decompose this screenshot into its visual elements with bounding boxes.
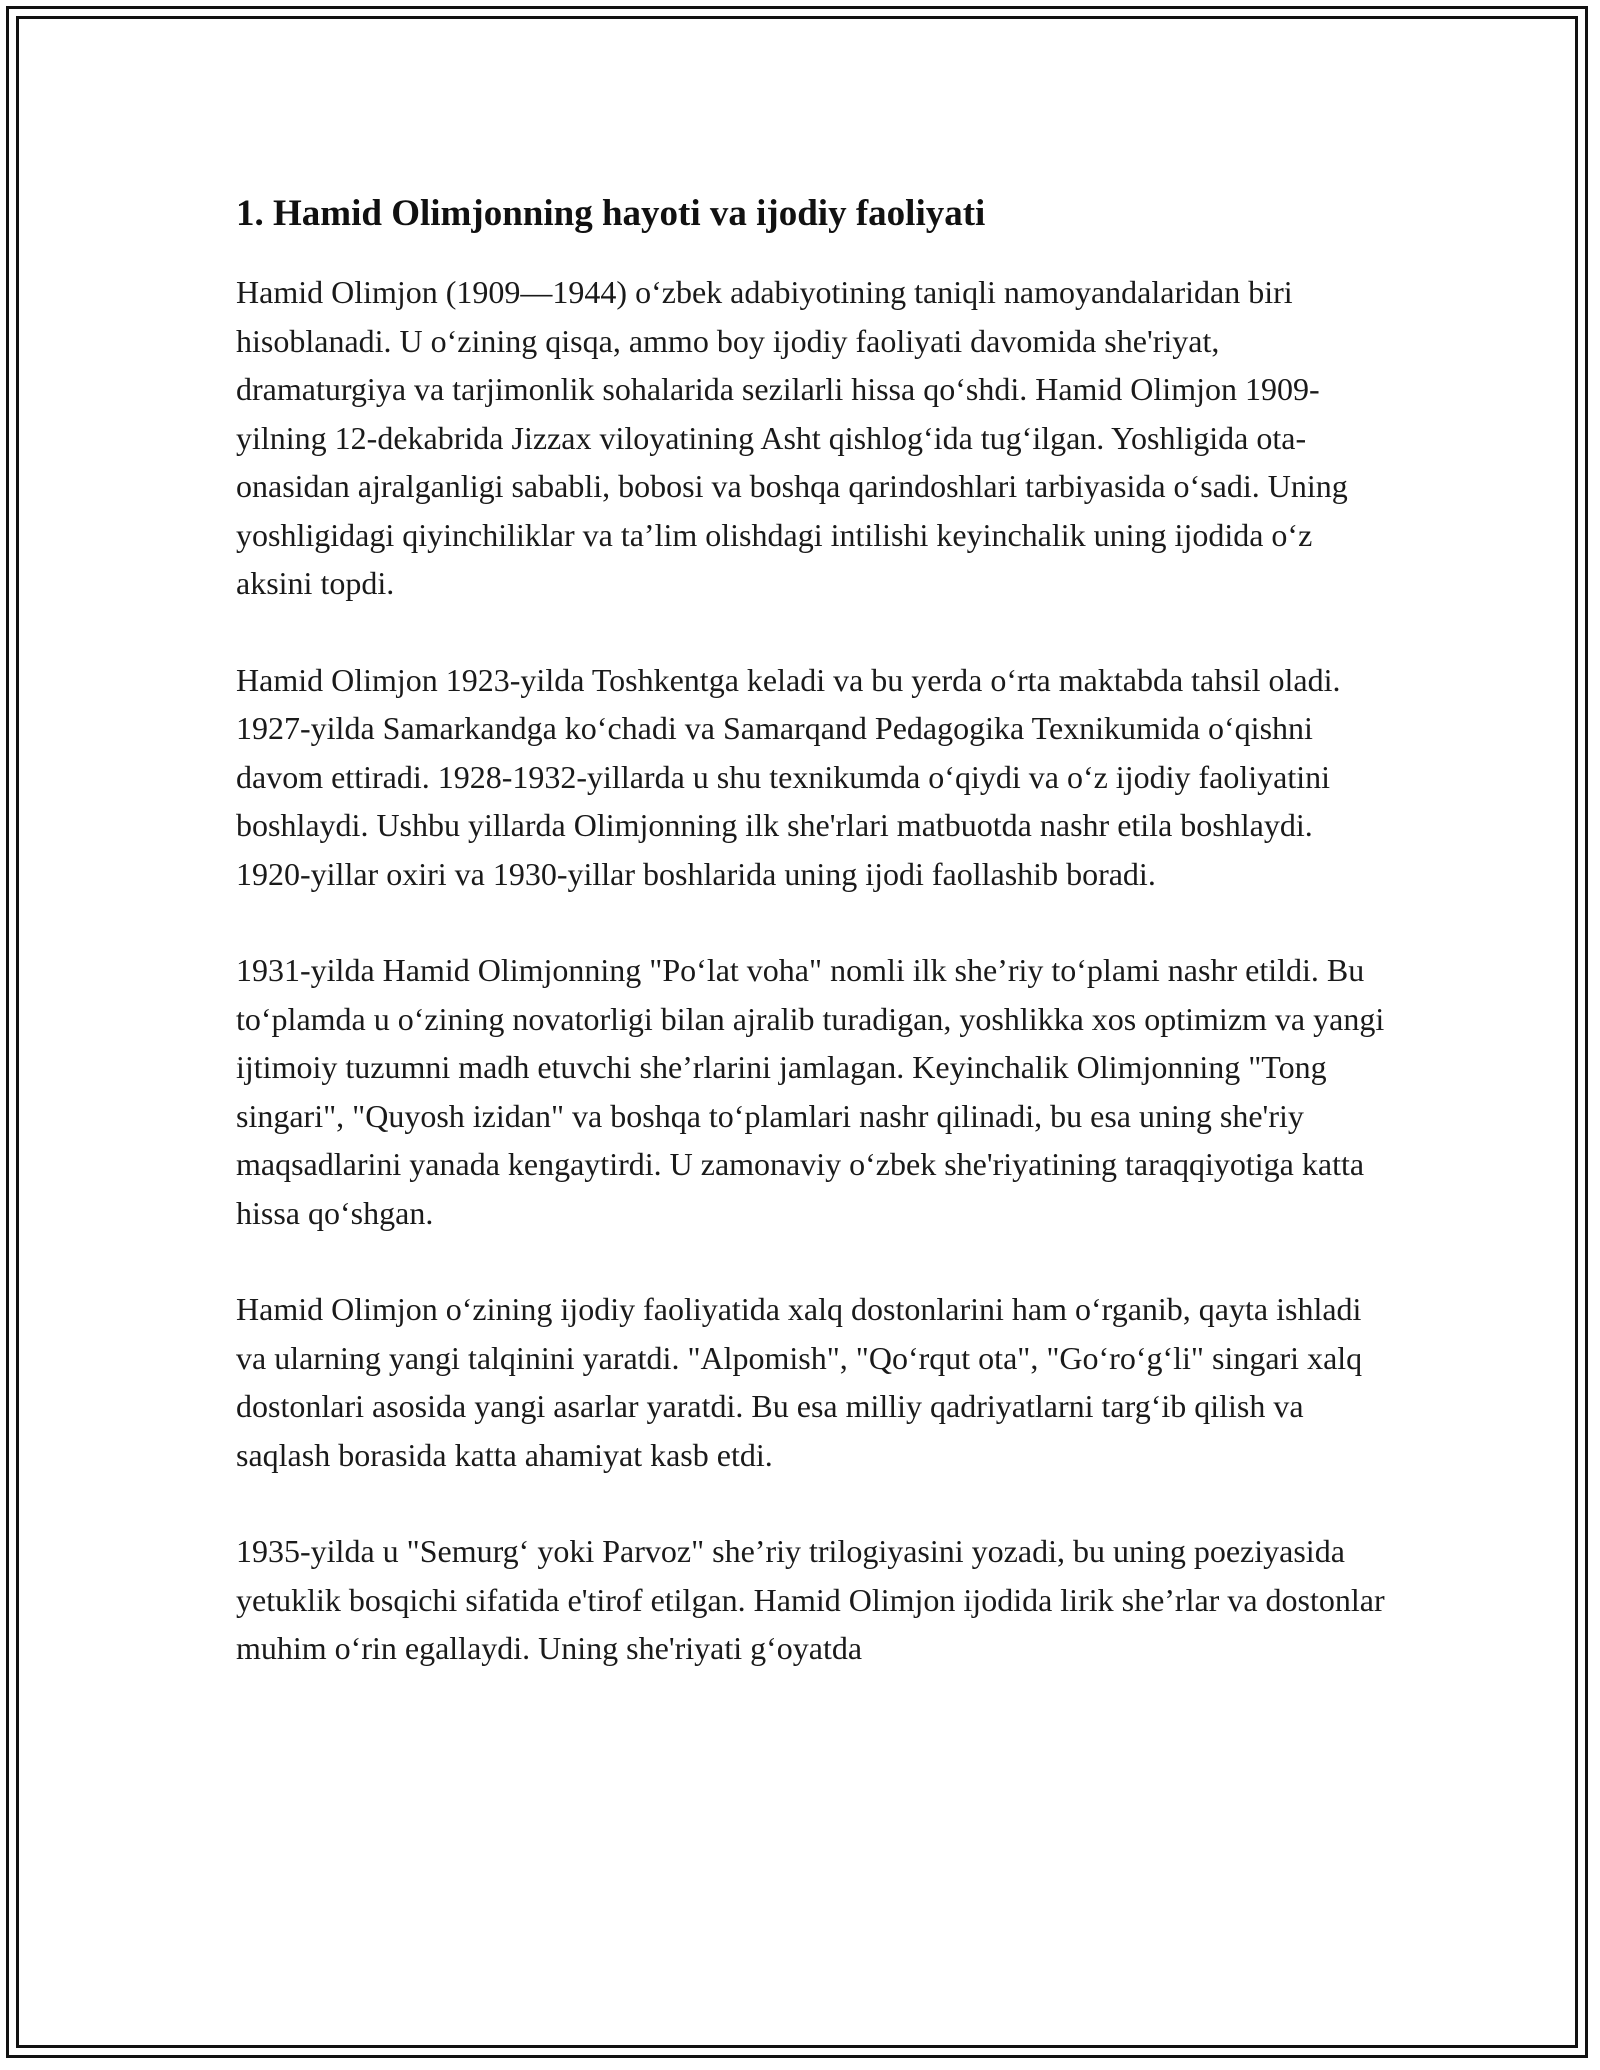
document-body [236, 188, 1386, 1721]
paragraph-1: Hamid Olimjon (1909—1944) o‘zbek adabiyotining taniqli namoyandalaridan biri hisoblanadi. U o‘zining qisqa, ammo boy ijodiy faoliyati davomida she'riyat, dramaturgiya va tarjimonlik sohalarida sezilarli hissa qo‘shdi. Hamid Olimjon 1909-yilning 12-dekabrida Jizzax viloyatining Asht qishlog‘ida tug‘ilgan. Yoshligida ota-onasidan ajralganligi sababli, bobosi va boshqa qarindoshlari tarbiyasida o‘sadi. Uning yoshligidagi qiyinchiliklar va ta’lim olishdagi intilishi keyinchalik uning ijodida o‘z aksini topdi. [236, 274, 1348, 601]
paragraph-3: 1931-yilda Hamid Olimjonning "Po‘lat voha" nomli ilk she’riy to‘plami nashr etildi. Bu to‘plamda u o‘zining novatorligi bilan ajralib turadigan, yoshlikka xos optimizm va yangi ijtimoiy tuzumni madh etuvchi she’rlarini jamlagan. Keyinchalik Olimjonning "Tong singari", "Quyosh izidan" va boshqa to‘plamlari nashr qilinadi, bu esa uning she'riy maqsadlarini yanada kengaytirdi. U zamonaviy o‘zbek she'riyatining taraqqiyotiga katta hissa qo‘shgan. [236, 952, 1385, 1231]
paragraph-5: 1935-yilda u "Semurg‘ yoki Parvoz" she’riy trilogiyasini yozadi, bu uning poeziyasida yetuklik bosqichi sifatida e'tirof etilgan. Hamid Olimjon ijodida lirik she’rlar va dostonlar muhim o‘rin egallaydi. Uning she'riyati g‘oyatda [236, 1533, 1385, 1666]
paragraph-4: Hamid Olimjon o‘zining ijodiy faoliyatida xalq dostonlarini ham o‘rganib, qayta ishladi va ularning yangi talqinini yaratdi. "Alpomish", "Qo‘rqut ota", "Go‘ro‘g‘li" singari xalq dostonlari asosida yangi asarlar yaratdi. Bu esa milliy qadriyatlarni targ‘ib qilish va saqlash borasida katta ahamiyat kasb etdi. [236, 1291, 1363, 1473]
section-heading: 1. Hamid Olimjonning hayoti va ijodiy faoliyati [236, 193, 986, 234]
paragraph-2: Hamid Olimjon 1923-yilda Toshkentga keladi va bu yerda o‘rta maktabda tahsil oladi. 1927-yilda Samarkandga ko‘chadi va Samarqand Pedagogika Texnikumida o‘qishni davom ettiradi. 1928-1932-yillarda u shu texnikumda o‘qiydi va o‘z ijodiy faoliyatini boshlaydi. Ushbu yillarda Olimjonning ilk she'rlari matbuotda nashr etila boshlaydi. 1920-yillar oxiri va 1930-yillar boshlarida uning ijodi faollashib boradi. [236, 661, 1341, 892]
